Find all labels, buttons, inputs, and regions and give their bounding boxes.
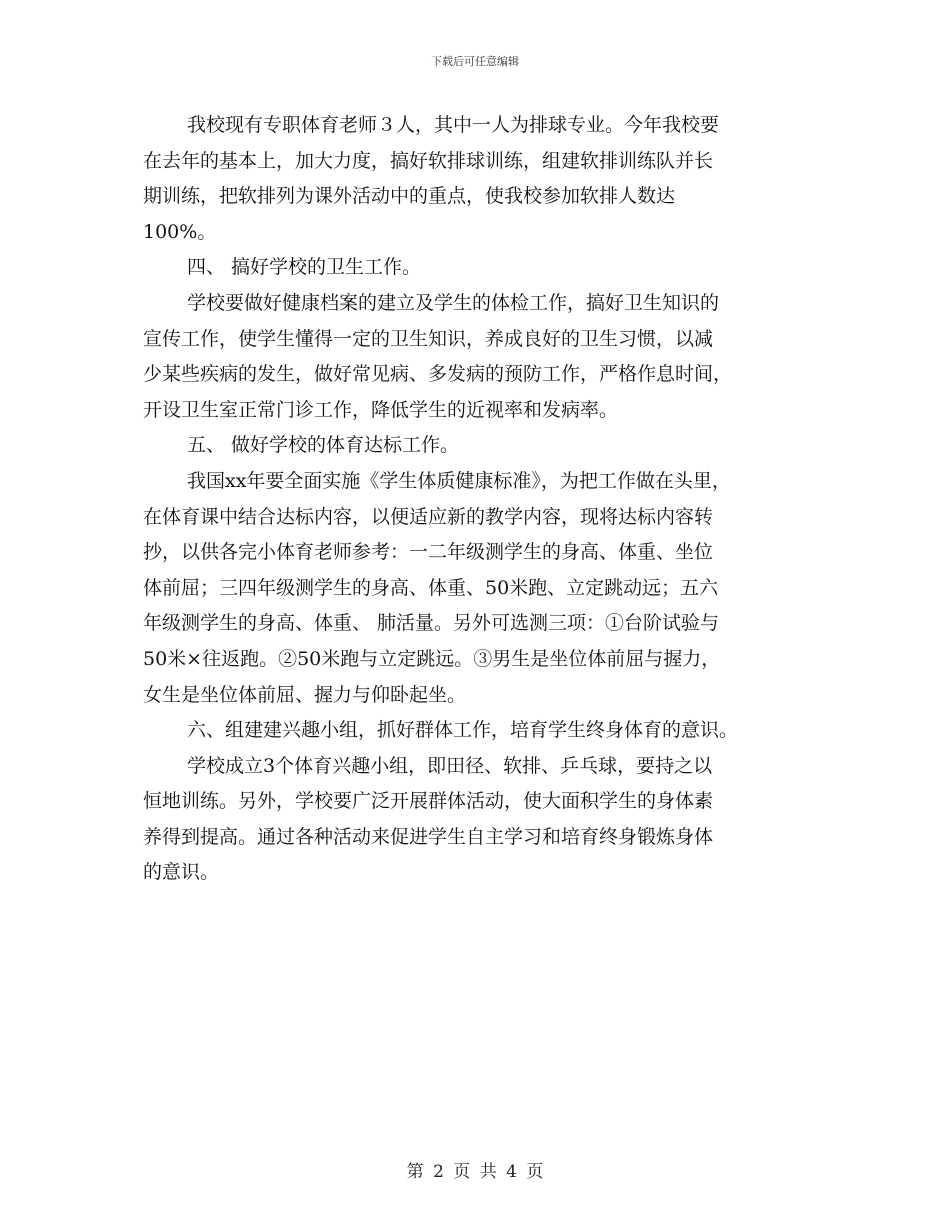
- body-line: 恒地训练。另外，学校要广泛开展群体活动，使大面积学生的身体素: [143, 790, 714, 813]
- section-heading: 四、 搞好学校的卫生工作。: [187, 256, 422, 279]
- body-line: 女生是坐位体前屈、握力与仰卧起坐。: [143, 683, 467, 706]
- document-body: [143, 108, 815, 891]
- body-line: 我国xx年要全面实施《学生体质健康标准》，为把工作做在头里，: [187, 469, 731, 492]
- body-line: 50米×往返跑。②50米跑与立定跳远。③男生是坐位体前屈与握力，: [143, 647, 721, 670]
- body-line: 抄，以供各完小体育老师参考：一二年级测学生的身高、体重、坐位: [143, 541, 714, 564]
- body-line: 我校现有专职体育老师３人，其中一人为排球专业。今年我校要: [187, 114, 720, 136]
- body-line: 养得到提高。通过各种活动来促进学生自主学习和培育终身锻炼身体: [143, 825, 714, 848]
- body-line: 体前屈；三四年级测学生的身高、体重、50米跑、立定跳动远；五六: [143, 576, 719, 599]
- body-line: 宣传工作，使学生懂得一定的卫生知识，养成良好的卫生习惯，以减: [143, 327, 714, 350]
- section-heading: 六、组建建兴趣小组，抓好群体工作，培育学生终身体育的意识。: [187, 719, 739, 742]
- body-line: 开设卫生室正常门诊工作，降低学生的近视率和发病率。: [143, 398, 619, 421]
- page-number-footer: 第 2 页 共 4 页: [406, 1162, 544, 1182]
- body-line: 学校要做好健康档案的建立及学生的体检工作，搞好卫生知识的: [187, 291, 720, 314]
- body-line: 100%。: [143, 220, 217, 243]
- body-line: 学校成立3个体育兴趣小组，即田径、软排、乒乓球，要持之以: [187, 754, 713, 777]
- body-line: 的意识。: [143, 861, 220, 884]
- body-line: 少某些疾病的发生，做好常见病、多发病的预防工作，严格作息时间，: [143, 363, 733, 386]
- body-line: 年级测学生的身高、体重、 肺活量。另外可选测三项：①台阶试验与: [143, 612, 720, 635]
- body-line: 在体育课中结合达标内容，以便适应新的教学内容，现将达标内容转: [143, 505, 714, 528]
- page-header-note: 下载后可任意编辑: [431, 55, 519, 68]
- section-heading: 五、 做好学校的体育达标工作。: [187, 434, 460, 457]
- body-line: 在去年的基本上，加大力度，搞好软排球训练，组建软排训练队并长: [143, 149, 714, 172]
- body-line: 期训练，把软排列为课外活动中的重点，使我校参加软排人数达: [143, 185, 676, 208]
